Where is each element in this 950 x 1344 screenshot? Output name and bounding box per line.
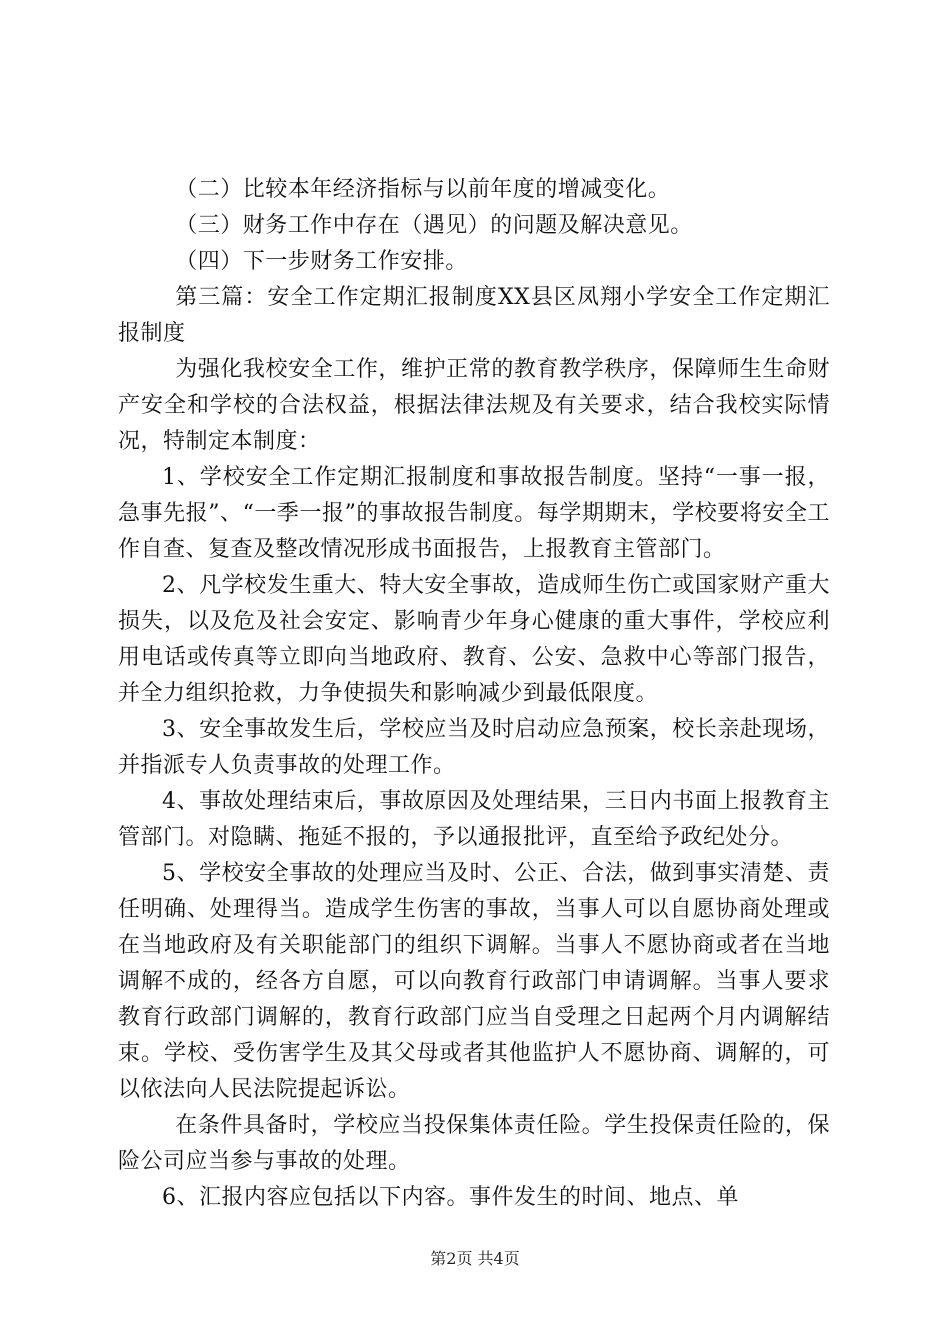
rule-paragraph-4: 4、事故处理结束后，事故原因及处理结果，三日内书面上报教育主管部门。对隐瞒、拖延不报的，予以通报批评，直至给予政纪处分。 <box>118 789 830 850</box>
paragraph-item-4: （四）下一步财务工作安排。 <box>175 249 468 274</box>
paragraph-item-3: （三）财务工作中存在（遇见）的问题及解决意见。 <box>175 213 693 238</box>
rule-paragraph-3: 3、安全事故发生后，学校应当及时启动应急预案，校长亲赴现场，并指派专人负责事故的处理工作。 <box>118 717 830 778</box>
rule-paragraph-5: 5、学校安全事故的处理应当及时、公正、合法，做到事实清楚、责任明确、处理得当。造成学生伤害的事故，当事人可以自愿协商处理或在当地政府及有关职能部门的组织下调解。当事人不愿协商或者在当地调解不成的，经各方自愿，可以向教育行政部门申请调解。当事人要求教育行政部门调解的，教育行政部门应当自受理之日起两个月内调解结束。学校、受伤害学生及其父母或者其他监护人不愿协商、调解的，可以依法向人民法院提起诉讼。 <box>118 861 830 1102</box>
insurance-paragraph: 在条件具备时，学校应当投保集体责任险。学生投保责任险的，保险公司应当参与事故的处理。 <box>118 1113 830 1174</box>
document-body <box>118 172 830 1216</box>
paragraph-item-2: （二）比较本年经济指标与以前年度的增减变化。 <box>175 177 671 202</box>
section-heading: 第三篇：安全工作定期汇报制度XX县区凤翔小学安全工作定期汇报制度 <box>118 285 830 346</box>
intro-paragraph: 为强化我校安全工作，维护正常的教育教学秩序，保障师生生命财产安全和学校的合法权益，根据法律法规及有关要求，结合我校实际情况，特制定本制度： <box>118 357 830 454</box>
page-number-footer: 第2页 共4页 <box>430 1249 520 1268</box>
rule-paragraph-2: 2、凡学校发生重大、特大安全事故，造成师生伤亡或国家财产重大损失，以及危及社会安定、影响青少年身心健康的重大事件，学校应利用电话或传真等立即向当地政府、教育、公安、急救中心等部门报告，并全力组织抢救，力争使损失和影响减少到最低限度。 <box>118 573 830 706</box>
rule-paragraph-6: 6、汇报内容应包括以下内容。事件发生的时间、地点、单 <box>162 1185 739 1210</box>
rule-paragraph-1: 1、学校安全工作定期汇报制度和事故报告制度。坚持“一事一报，急事先报”、“一季一报”的事故报告制度。每学期期末，学校要将安全工作自查、复查及整改情况形成书面报告，上报教育主管部门。 <box>118 465 830 562</box>
